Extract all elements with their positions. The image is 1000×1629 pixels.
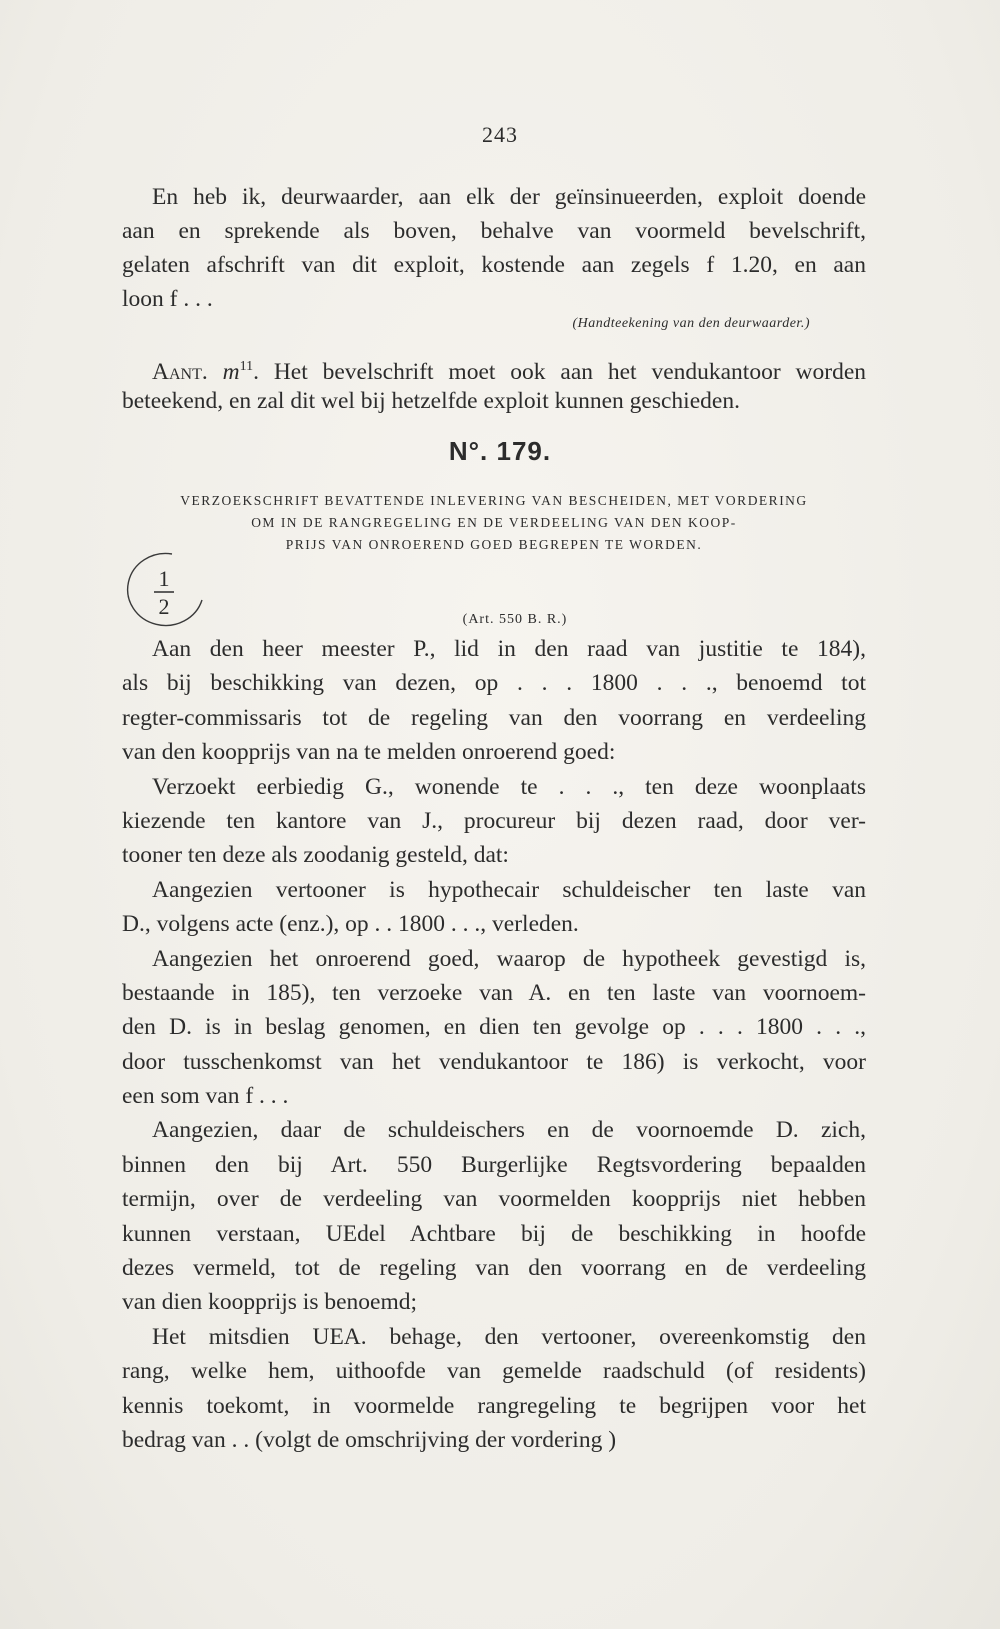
text-line: Verzoekt eerbiedig G., wonende te . . ., ten deze woonplaats [152, 773, 866, 800]
article-reference: (Art. 550 B. R.) [462, 612, 568, 627]
text-line: D., volgens acte (enz.), op . . 1800 . . ., verleden. [122, 911, 579, 938]
text-line: kennis toekomt, in voormelde rangregeling te begrijpen voor het [122, 1392, 866, 1419]
text-line: Aangezien, daar de schuldeischers en de voornoemde D. zich, [152, 1117, 866, 1144]
text-line: bedrag van . . (volgt de omschrijving der vordering ) [122, 1426, 617, 1453]
text-line: den D. is in beslag genomen, en dien ten gevolge op . . . 1800 . . ., [122, 1014, 866, 1041]
text-line: binnen den bij Art. 550 Burgerlijke Regtsvordering bepaalden [122, 1151, 866, 1178]
text-line: dezes vermeld, tot de regeling van den voorrang en de verdeeling [122, 1255, 866, 1282]
petition-body [122, 632, 866, 1457]
signature-note: (Handteekening van den deurwaarder.) [572, 316, 810, 331]
page-number: 243 [482, 122, 518, 147]
text-line: kunnen verstaan, UEdel Achtbare bij de beschikking in hoofde [122, 1220, 866, 1247]
text-line: Aangezien vertooner is hypothecair schuldeischer ten laste van [152, 876, 866, 903]
annotation-line [122, 350, 866, 384]
text-line: kiezende ten kantore van J., procureur bij dezen raad, door ver- [122, 807, 866, 834]
text-line: En heb ik, deurwaarder, aan elk der geïnsinueerden, exploit doende [152, 184, 866, 210]
form-title-line: PRIJS VAN ONROEREND GOED BEGREPEN TE WORDEN. [285, 537, 703, 552]
text-line: tooner ten deze als zoodanig gesteld, dat: [122, 842, 509, 869]
form-title-line: VERZOEKSCHRIFT BEVATTENDE INLEVERING VAN BESCHEIDEN, MET VORDERING [180, 493, 808, 508]
intro-paragraph [122, 180, 866, 316]
annotation-marker: m [222, 358, 240, 385]
text-line: door tusschenkomst van het vendukantoor te 186) is verkocht, voor [122, 1048, 866, 1075]
text-line: als bij beschikking van dezen, op . . . 1800 . . ., benoemd tot [122, 670, 866, 697]
annotation [122, 350, 866, 418]
annotation-superscript: 11 [239, 359, 254, 374]
text-line: Aangezien het onroerend goed, waarop de hypotheek gevestigd is, [152, 945, 866, 972]
text-line: aan en sprekende als boven, behalve van voormeld bevelschrift, [122, 218, 866, 244]
text-line: een som van f . . . [122, 1083, 289, 1110]
text-line: bestaande in 185), ten verzoeke van A. en ten laste van voornoem- [122, 979, 866, 1006]
stamp-numerator: 1 [158, 566, 170, 591]
form-title-line: OM IN DE RANGREGELING EN DE VERDEELING VAN DEN KOOP- [251, 515, 737, 530]
text-line: van dien koopprijs is benoemd; [122, 1289, 418, 1316]
annotation-label: Aant. [152, 358, 208, 385]
annotation-text: . Het bevelschrift moet ook aan het vendukantoor worden [253, 358, 867, 385]
annotation-line: beteekend, en zal dit wel bij hetzelfde exploit kunnen geschieden. [122, 388, 740, 414]
text-line: van den koopprijs van na te melden onroerend goed: [122, 739, 616, 766]
text-line: gelaten afschrift van dit exploit, kostende aan zegels f 1.20, en aan [122, 252, 866, 278]
text-line: loon f . . . [122, 286, 213, 312]
form-number: N°. 179. [448, 436, 552, 466]
text-line: Aan den heer meester P., lid in den raad van justitie te 184), [152, 636, 866, 662]
text-line: Het mitsdien UEA. behage, den vertooner, overeenkomstig den [152, 1323, 866, 1350]
form-title [122, 490, 866, 556]
text-line: regter-commissaris tot de regeling van den voorrang en verdeeling [122, 704, 866, 731]
text-line: rang, welke hem, uithoofde van gemelde raadschuld (of residents) [122, 1358, 866, 1385]
stamp-denominator: 2 [158, 594, 170, 619]
text-line: termijn, over de verdeeling van voormelden koopprijs niet hebben [122, 1186, 866, 1213]
